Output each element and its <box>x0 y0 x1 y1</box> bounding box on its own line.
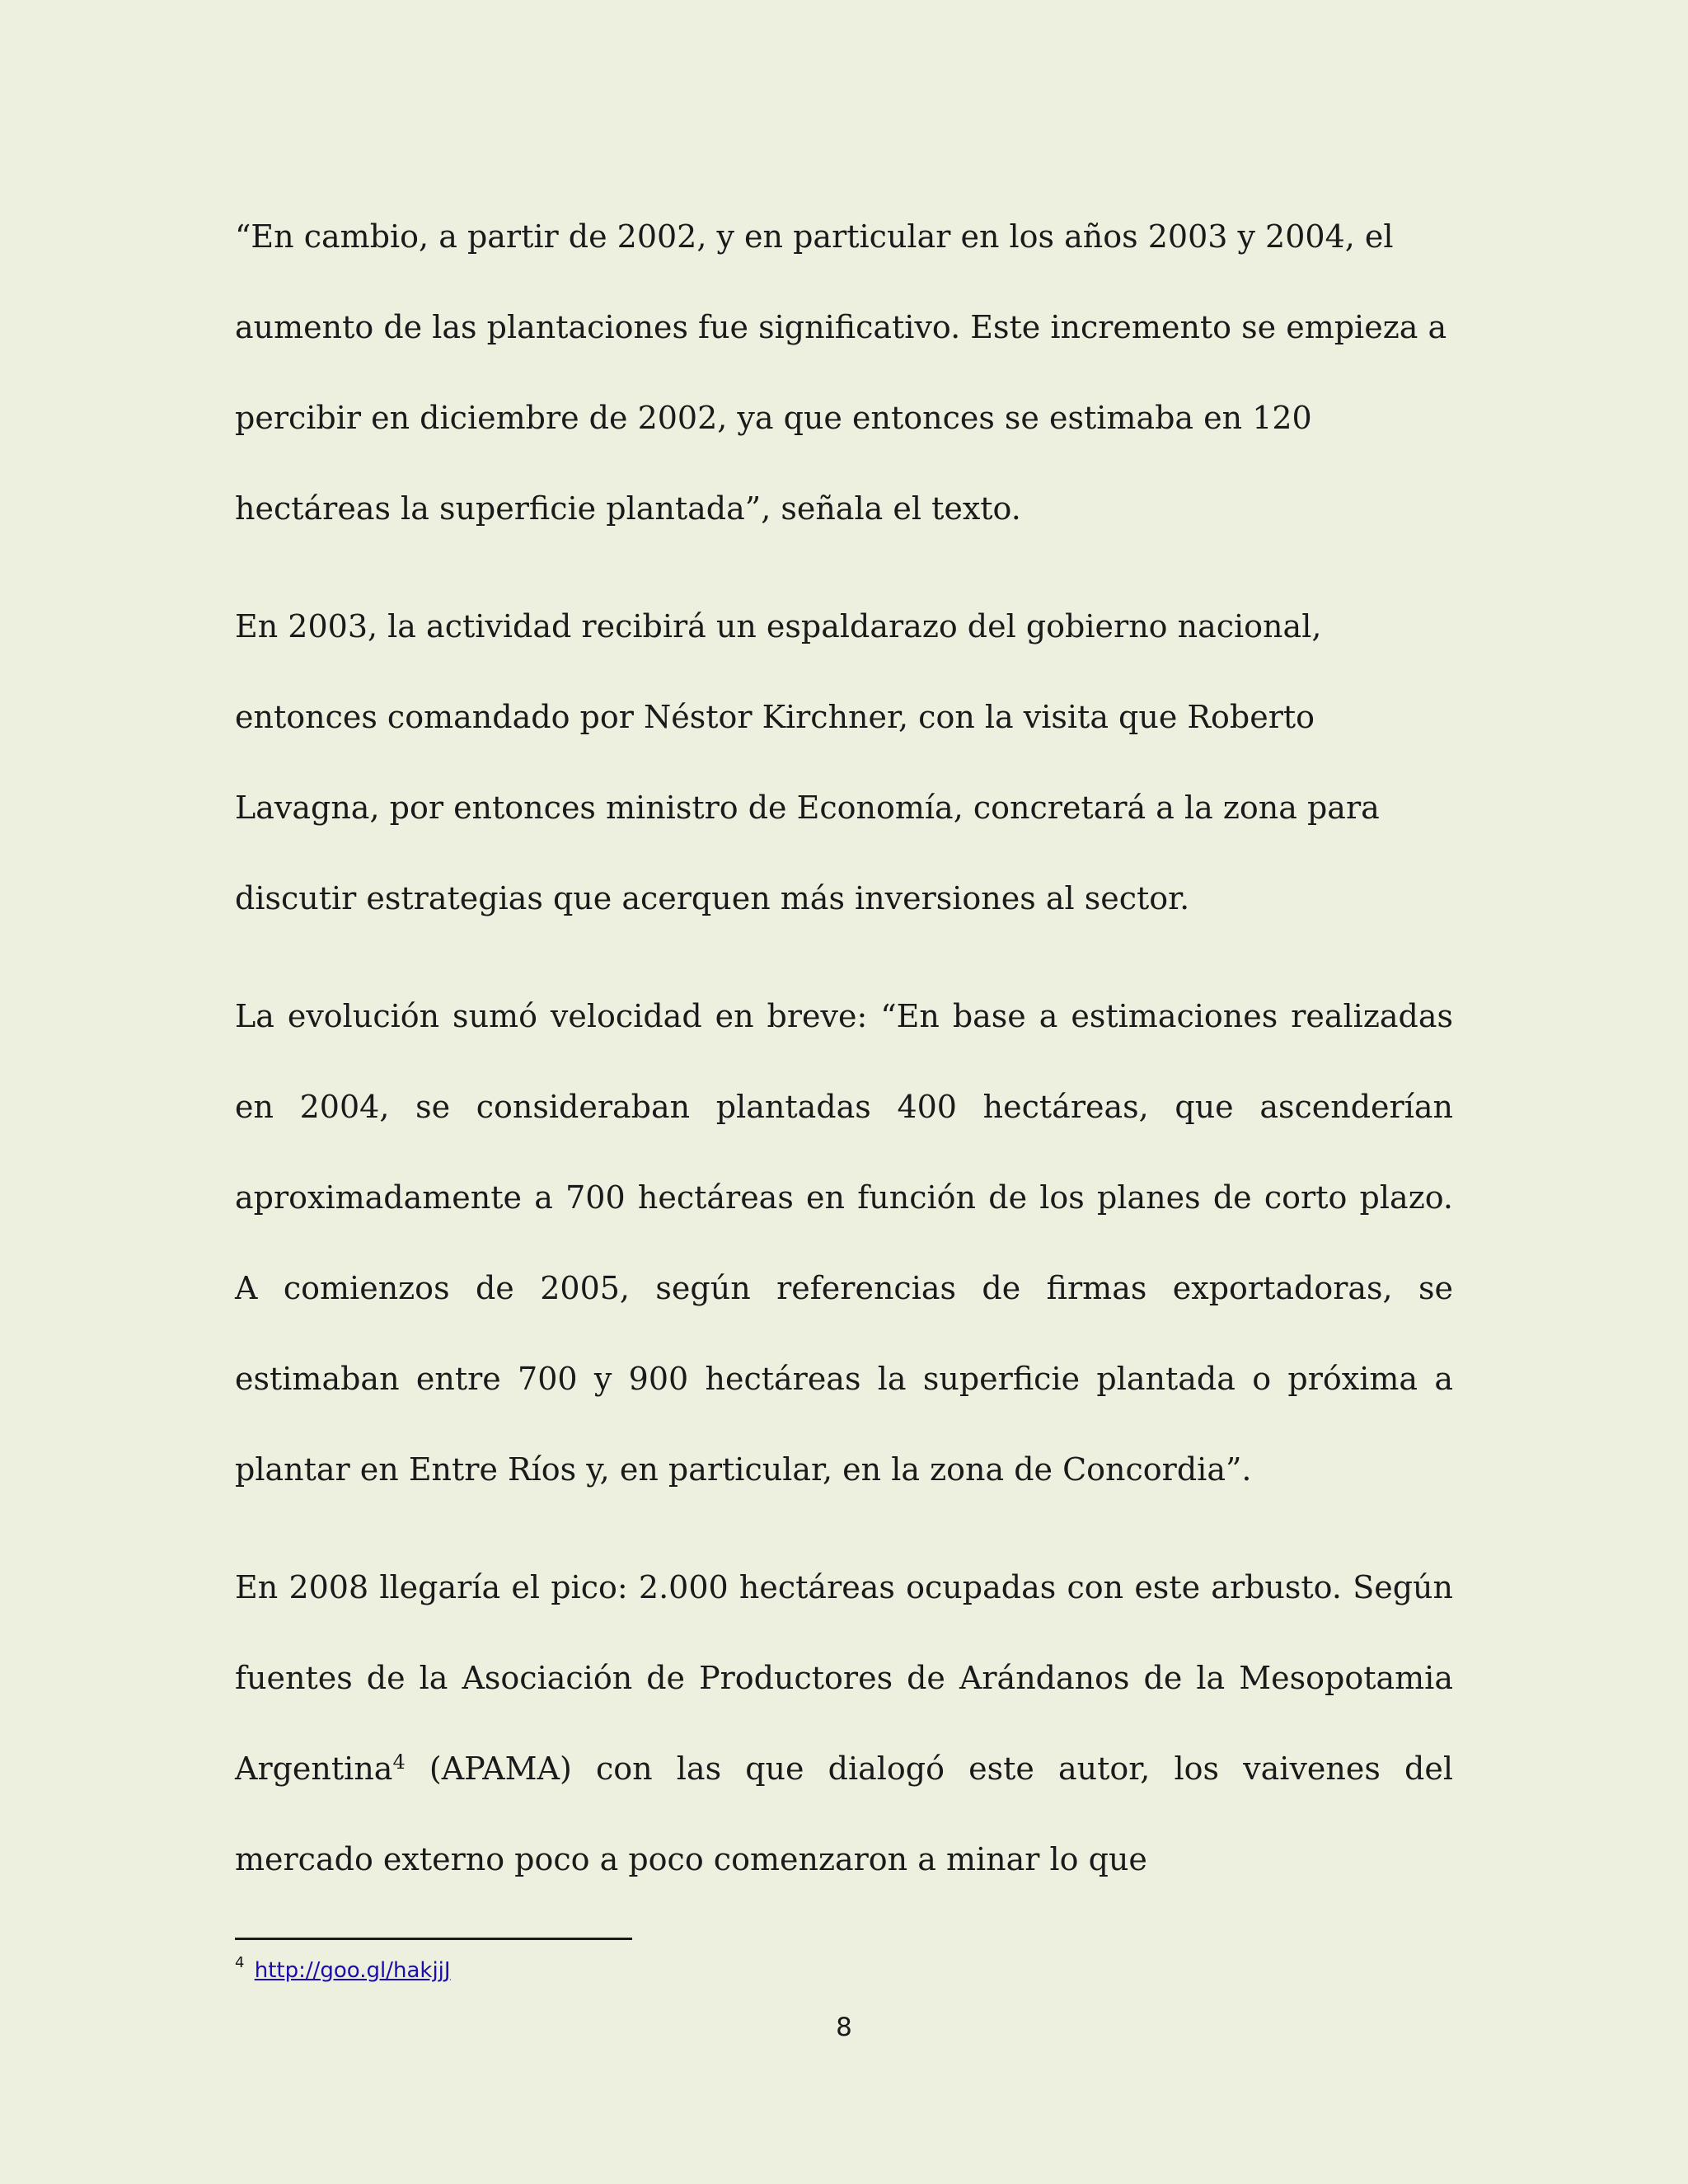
body-text <box>235 191 1453 1905</box>
footnote-marker[interactable]: 4 <box>392 1750 406 1774</box>
paragraph-2: En 2003, la actividad recibirá un espaldarazo del gobierno nacional, entonces comandado por Néstor Kirchner, con la visita que Roberto Lavagna, por entonces ministro de Economía, concretará a la zona para discutir estrategias que acerquen más inversiones al sector. <box>235 608 1380 916</box>
page-number: 8 <box>836 2013 852 2042</box>
paragraph-1: “En cambio, a partir de 2002, y en particular en los años 2003 y 2004, el aumento de las plantaciones fue significativo. Este incremento se empieza a percibir en diciembre de 2002, ya que entonces se estimaba en 120 hectáreas la superficie plantada”, señala el texto. <box>235 218 1447 527</box>
footnote <box>235 1954 451 1983</box>
footnote-link[interactable]: http://goo.gl/hakjjJ <box>254 1958 451 1983</box>
paragraph-3: La evolución sumó velocidad en breve: “En base a estimaciones realizadas en 2004, se consideraban plantadas 400 hectáreas, que ascenderían aproximadamente a 700 hectáreas en función de los planes de corto plazo. A comienzos de 2005, según referencias de firmas exportadoras, se estimaban entre 700 y 900 hectáreas la superficie plantada o próxima a plantar en Entre Ríos y, en particular, en la zona de Concordia”. <box>235 998 1453 1488</box>
paragraph-4-text-end: (APAMA) con las que dialogó este autor, los vaivenes del mercado externo poco a poco comenzaron a minar lo que <box>235 1750 1453 1877</box>
paragraph-4-text-start: En 2008 llegaría el pico: 2.000 hectáreas ocupadas con este arbusto. Según fuentes de la Asociación de Productores de Arándanos de la Mesopotamia Argentina <box>235 1569 1453 1787</box>
footnote-number: 4 <box>235 1954 245 1971</box>
paragraph-4 <box>235 1542 1453 1905</box>
footnote-divider <box>235 1938 632 1940</box>
